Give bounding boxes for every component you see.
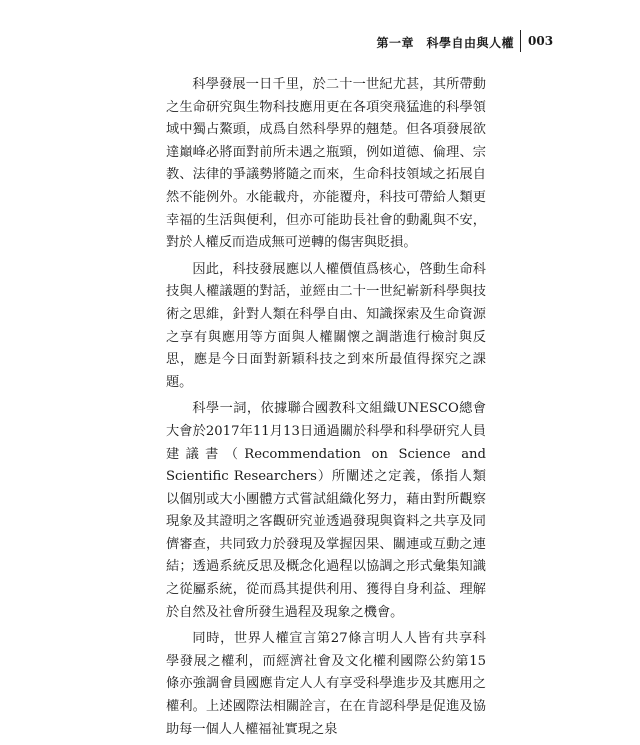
header-divider [520, 30, 521, 52]
page-number: 003 [528, 34, 554, 48]
paragraph-1: 科學發展一日千里，於二十一世紀尤甚，其所帶動之生命研究與生物科技應用更在各項突飛猛進的科學領域中獨占鰲頭，成爲自然科學界的翹楚。但各項發展欲達巔峰必將面對前所未遇之瓶頸，例如道德、倫理、宗教、法律的爭議勢將隨之而來，生命科技領域之拓展自然不能例外。水能載舟，亦能覆舟，科技可帶給人類更幸福的生活與便利，但亦可能助長社會的動亂與不安，對於人權反而造成無可逆轉的傷害與貶損。 [166, 77, 486, 251]
paragraph-3: 科學一詞，依據聯合國教科文組織UNESCO總會大會於2017年11月13日通過關於科學和科學研究人員建議書（Recommendation on Science and Scientific Researchers）所闡述之定義，係指人類以個別或大小團體方式嘗試組織化努力，藉由對所觀察現象及其證明之客觀研究並透過發現與資料之共享及同儕審查，共同致力於發現及掌握因果、關連或互動之連結；透過系統反思及概念化過程以協調之形式彙集知識之從屬系統，從而爲其提供利用、獲得自身利益、理解於自然及社會所發生過程及現象之機會。 [166, 401, 486, 620]
running-head-chapter-title: 第一章 科學自由與人權 [376, 36, 514, 50]
body-text [166, 74, 486, 745]
paragraph-2: 因此，科技發展應以人權價值爲核心，啓動生命科技與人權議題的對話，並經由二十一世紀嶄新科學與技術之思維，針對人類在科學自由、知識探索及生命資源之享有與應用等方面與人權關懷之調諧進行檢討與反思，應是今日面對新穎科技之到來所最值得探究之課題。 [166, 261, 486, 390]
paragraph-4: 同時，世界人權宣言第27條言明人人皆有共享科學發展之權利，而經濟社會及文化權利國際公約第15條亦強調會員國應肯定人人有享受科學進步及其應用之權利。上述國際法相關詮言，在在肯認科學是促進及協助每一個人人權福祉實現之泉 [166, 631, 486, 737]
